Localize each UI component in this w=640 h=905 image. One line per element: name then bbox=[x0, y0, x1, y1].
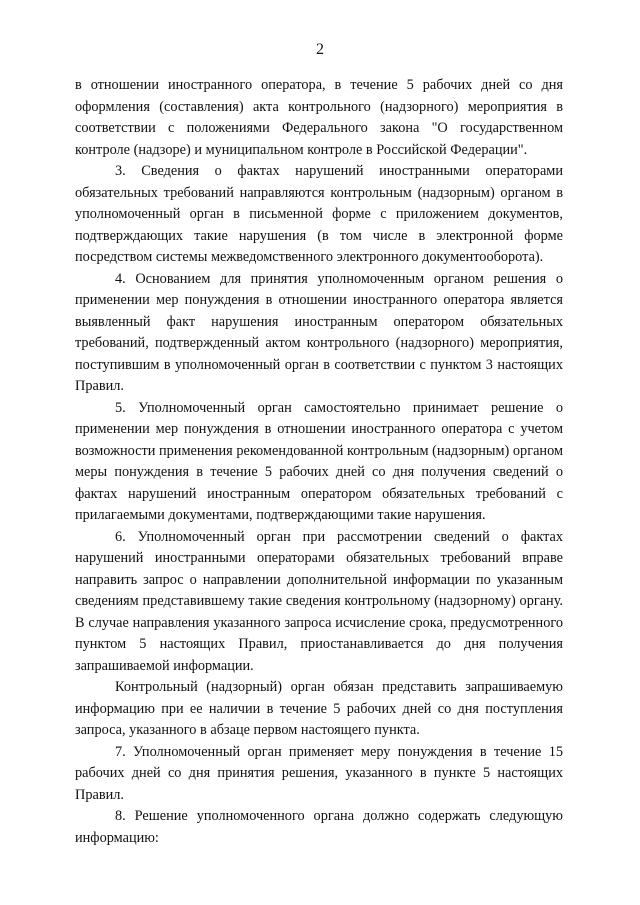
paragraph-continuation: в отношении иностранного оператора, в течение 5 рабочих дней со дня оформления (составления) акта контрольного (надзорного) мероприятия в соответствии с положениями Федерального закона "О государственном контроле (надзоре) и муниципальном контроле в Российской Федерации". bbox=[75, 77, 563, 158]
paragraph-item-3: 3. Сведения о фактах нарушений иностранными операторами обязательных требований направляются контрольным (надзорным) органом в уполномоченный орган в письменной форме с приложением документов, подтверждающих такие нарушения (в том числе в электронной форме посредством системы межведомственного электронного документооборота). bbox=[75, 163, 563, 265]
paragraph-item-8: 8. Решение уполномоченного органа должно содержать следующую информацию: bbox=[75, 808, 563, 846]
document-body bbox=[75, 75, 563, 849]
page-number: 2 bbox=[316, 41, 324, 58]
paragraph-item-7: 7. Уполномоченный орган применяет меру понуждения в течение 15 рабочих дней со дня принятия решения, указанного в пункте 5 настоящих Правил. bbox=[75, 743, 563, 803]
paragraph-item-5: 5. Уполномоченный орган самостоятельно принимает решение о применении мер понуждения в отношении иностранного оператора с учетом возможности применения рекомендованной контрольным (надзорным) органом меры понуждения в течение 5 рабочих дней со дня получения сведений о фактах нарушений иностранным оператором обязательных требований с прилагаемыми документами, подтверждающими такие нарушения. bbox=[75, 399, 563, 523]
paragraph-item-6-part-2: Контрольный (надзорный) орган обязан представить запрашиваемую информацию при ее наличии в течение 5 рабочих дней со дня поступления запроса, указанного в абзаце первом настоящего пункта. bbox=[75, 679, 563, 738]
paragraph-item-6: 6. Уполномоченный орган при рассмотрении сведений о фактах нарушений иностранными операторами обязательных требований вправе направить запрос о направлении дополнительной информации по указанным сведениям представившему такие сведения контрольному (надзорному) органу. В случае направления указанного запроса исчисление срока, предусмотренного пунктом 5 настоящих Правил, приостанавливается до дня получения запрашиваемой информации. bbox=[75, 528, 563, 674]
paragraph-item-4: 4. Основанием для принятия уполномоченным органом решения о применении мер понуждения в отношении иностранного оператора является выявленный факт нарушения иностранным оператором обязательных требований, подтвержденный актом контрольного (надзорного) мероприятия, поступившим в уполномоченный орган в соответствии с пунктом 3 настоящих Правил. bbox=[75, 270, 563, 394]
